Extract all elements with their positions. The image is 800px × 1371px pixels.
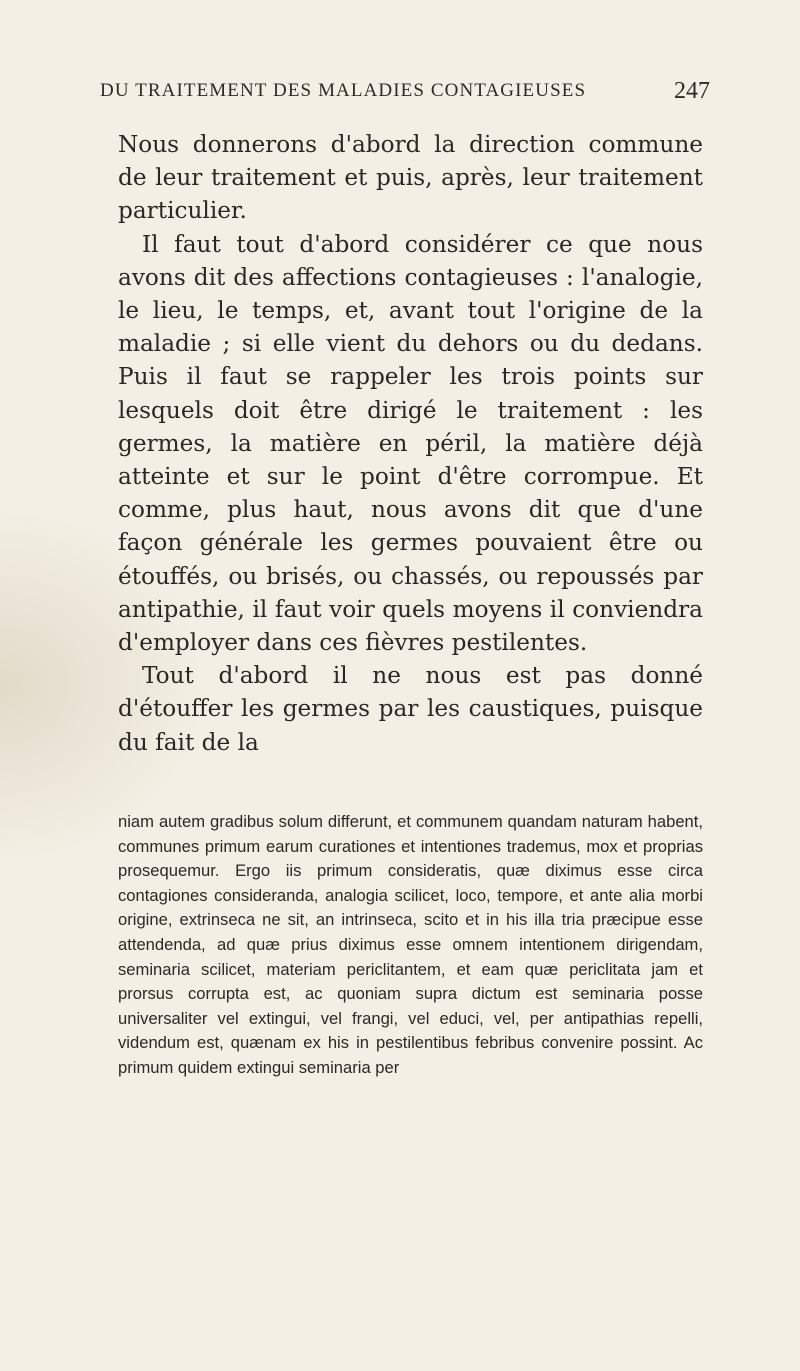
french-paragraph: Il faut tout d'abord considérer ce que nous avons dit des affections contagieuses : l'analogie, le lieu, le temps, et, avant tout l'origine de la maladie ; si elle vient du dehors ou du dedans. Puis il faut se rappeler les trois points sur lesquels doit être dirigé le traitement : les germes, la matière en péril, la matière déjà atteinte et sur le point d'être corrompue. Et comme, plus haut, nous avons dit que d'une façon générale les germes pouvaient être ou étouffés, ou brisés, ou chassés, ou repoussés par antipathie, il faut voir quels moyens il conviendra d'employer dans ces fièvres pestilentes. [118,230,703,657]
latin-original-text [118,810,703,1081]
french-translation [118,128,703,759]
latin-paragraph: niam autem gradibus solum differunt, et communem quandam naturam habent, communes primum earum curationes et intentiones trademus, mox et proprias prosequemur. Ergo iis primum consideratis, quæ diximus esse circa contagiones consideranda, analogia scilicet, loco, tempore, et ante alia morbi origine, extrinseca ne sit, an intrinseca, scito et in his illa tria præcipue esse attendenda, ad quæ prius diximus esse omnem intentionem dirigendam, seminaria scilicet, materiam periclitantem, et eam quæ periclitata jam et prorsus corrupta est, ac quoniam supra dictum est seminaria posse universaliter vel extingui, vel frangi, vel educi, vel, per antipathias repelli, videndum est, quænam ex his in pestilentibus febribus convenire possint. Ac primum quidem extingui seminaria per [118,812,703,1077]
page-header [100,80,710,110]
page-number: 247 [674,78,710,104]
french-paragraph: Nous donnerons d'abord la direction commune de leur traitement et puis, après, leur traitement particulier. [118,131,703,225]
french-paragraph: Tout d'abord il ne nous est pas donné d'étouffer les germes par les caustiques, puisque du fait de la [118,662,703,756]
running-head: DU TRAITEMENT DES MALADIES CONTAGIEUSES [100,80,587,101]
